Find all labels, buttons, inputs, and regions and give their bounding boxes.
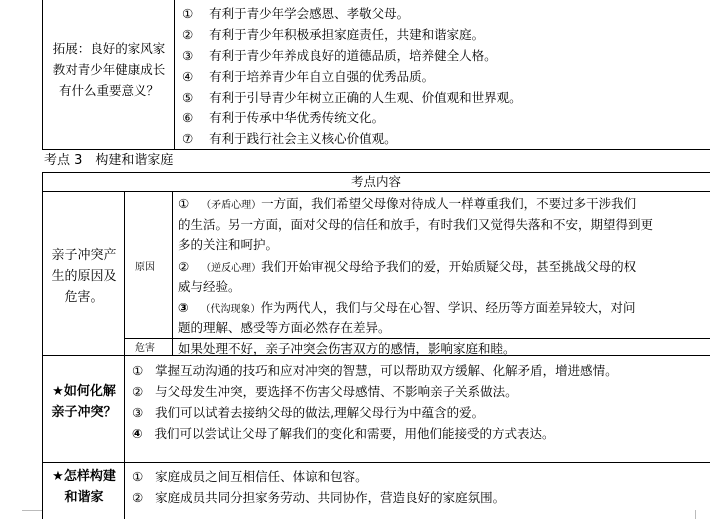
harmony-item-1 bbox=[132, 469, 368, 485]
label-col-divider bbox=[124, 191, 125, 355]
resolve-item-3 bbox=[132, 405, 484, 421]
expand-item-5-num: ⑤ bbox=[182, 90, 194, 105]
cause-1-tag: （矛盾心理） bbox=[201, 200, 262, 211]
harmony-item-2 bbox=[132, 490, 505, 506]
cause-3-tag: （代沟现象） bbox=[200, 304, 261, 315]
resolve-label: ★如何化解亲子冲突？ bbox=[51, 384, 117, 420]
expand-item-7-text: 有利于践行社会主义核心价值观。 bbox=[209, 131, 397, 146]
cause-2-tag: （逆反心理） bbox=[201, 263, 262, 274]
expand-item-2-text: 有利于青少年积极承担家庭责任，共建和谐家庭。 bbox=[209, 27, 485, 42]
conflict-label: 亲子冲突产生的原因及危害。 bbox=[51, 248, 117, 305]
expand-item-5 bbox=[182, 90, 522, 106]
expand-item-5-text: 有利于引导青少年树立正确的人生观、价值观和世界观。 bbox=[209, 90, 522, 105]
expand-item-3 bbox=[182, 48, 497, 64]
harmony-label: ★怎样构建和谐家 bbox=[52, 469, 116, 505]
expand-item-7 bbox=[182, 131, 397, 147]
expand-item-7-num: ⑦ bbox=[182, 131, 194, 146]
resolve-item-1-num: ① bbox=[132, 363, 144, 378]
cause-harm-divider bbox=[124, 338, 710, 339]
resolve-item-2-text: 与父母发生冲突，要选择不伤害父母感情、不影响亲子关系做法。 bbox=[155, 384, 518, 399]
cause-2-line-1 bbox=[178, 259, 636, 277]
resolve-item-1 bbox=[132, 363, 618, 379]
expand-item-4-text: 有利于培养青少年自立自强的优秀品质。 bbox=[209, 69, 435, 84]
resolve-item-2-num: ② bbox=[132, 384, 144, 399]
sublabel-col-divider bbox=[172, 191, 173, 355]
table-header: 考点内容 bbox=[350, 174, 401, 189]
top-table-left-border bbox=[42, 0, 43, 150]
harm-label: 危害 bbox=[135, 343, 155, 354]
resolve-item-4 bbox=[132, 426, 555, 442]
cause-1-line-3: 多的关注和呵护。 bbox=[178, 237, 279, 252]
cause-3-text-1: 作为两代人，我们与父母在心智、学识、经历等方面差异较大，对问 bbox=[260, 300, 636, 315]
expand-item-4 bbox=[182, 69, 434, 85]
cause-1-line-2: 的生活。另一方面，面对父母的信任和放手，有时我们又觉得失落和不安，期望得到更 bbox=[178, 217, 654, 232]
cause-3-line-2: 题的理解、感受等方面必然存在差异。 bbox=[178, 320, 391, 335]
section-title: 考点 3 构建和谐家庭 bbox=[44, 153, 174, 168]
cause-1-line-1 bbox=[178, 196, 636, 214]
expand-item-3-text: 有利于青少年养成良好的道德品质，培养健全人格。 bbox=[209, 48, 497, 63]
expand-item-6-num: ⑥ bbox=[182, 110, 194, 125]
cause-1-num: ① bbox=[178, 196, 190, 211]
expand-question: 拓展：良好的家风家教对青少年健康成长有什么重要意义？ bbox=[52, 41, 166, 98]
expand-item-3-num: ③ bbox=[182, 48, 194, 63]
cause-1-text-1: 一方面，我们希望父母像对待成人一样尊重我们，不要过多干涉我们 bbox=[261, 196, 637, 211]
expand-item-1-text: 有利于青少年学会感恩、孝敬父母。 bbox=[209, 6, 410, 21]
cause-2-num: ② bbox=[178, 259, 190, 274]
cause-2-text-1: 我们开始审视父母给予我们的爱，开始质疑父母，甚至挑战父母的权 bbox=[261, 259, 637, 274]
corner-mark-left bbox=[22, 510, 42, 511]
expand-item-2-num: ② bbox=[182, 27, 194, 42]
expand-item-6-text: 有利于传承中华优秀传统文化。 bbox=[209, 110, 385, 125]
resolve-item-3-num: ③ bbox=[132, 405, 144, 420]
expand-item-1-num: ① bbox=[182, 6, 194, 21]
cause-2-line-2: 威与经验。 bbox=[178, 279, 241, 294]
harmony-item-1-text: 家庭成员之间互相信任、体谅和包容。 bbox=[155, 469, 368, 484]
expand-item-1 bbox=[182, 6, 409, 22]
resolve-item-1-text: 掌握互动沟通的技巧和应对冲突的智慧，可以帮助双方缓解、化解矛盾，增进感情。 bbox=[155, 363, 618, 378]
main-table-top-border bbox=[42, 172, 710, 173]
expand-item-6 bbox=[182, 110, 384, 126]
cause-label: 原因 bbox=[135, 262, 155, 273]
harmony-item-1-num: ① bbox=[132, 469, 144, 484]
resolve-bottom-border bbox=[42, 462, 710, 463]
top-table-divider bbox=[174, 0, 175, 150]
main-table-left-border bbox=[42, 172, 43, 519]
cause-3-line-1 bbox=[178, 300, 636, 318]
resolve-item-4-text: 我们可以尝试让父母了解我们的变化和需要，用他们能接受的方式表达。 bbox=[154, 426, 555, 441]
resolve-item-3-text: 我们可以试着去接纳父母的做法,理解父母行为中蕴含的爱。 bbox=[155, 405, 485, 420]
header-bottom-border bbox=[42, 191, 710, 192]
cause-3-num: ③ bbox=[178, 300, 189, 315]
harmony-item-2-text: 家庭成员共同分担家务劳动、共同协作，营造良好的家庭氛围。 bbox=[155, 490, 506, 505]
harmony-item-2-num: ② bbox=[132, 490, 144, 505]
resolve-col-divider bbox=[124, 355, 125, 519]
corner-mark-right bbox=[695, 510, 696, 519]
resolve-item-4-num: ④ bbox=[132, 426, 143, 441]
expand-item-4-num: ④ bbox=[182, 69, 194, 84]
harm-text: 如果处理不好，亲子冲突会伤害双方的感情，影响家庭和睦。 bbox=[178, 341, 516, 356]
expand-item-2 bbox=[182, 27, 484, 43]
resolve-item-2 bbox=[132, 384, 518, 400]
top-table-bottom-border bbox=[42, 149, 710, 150]
